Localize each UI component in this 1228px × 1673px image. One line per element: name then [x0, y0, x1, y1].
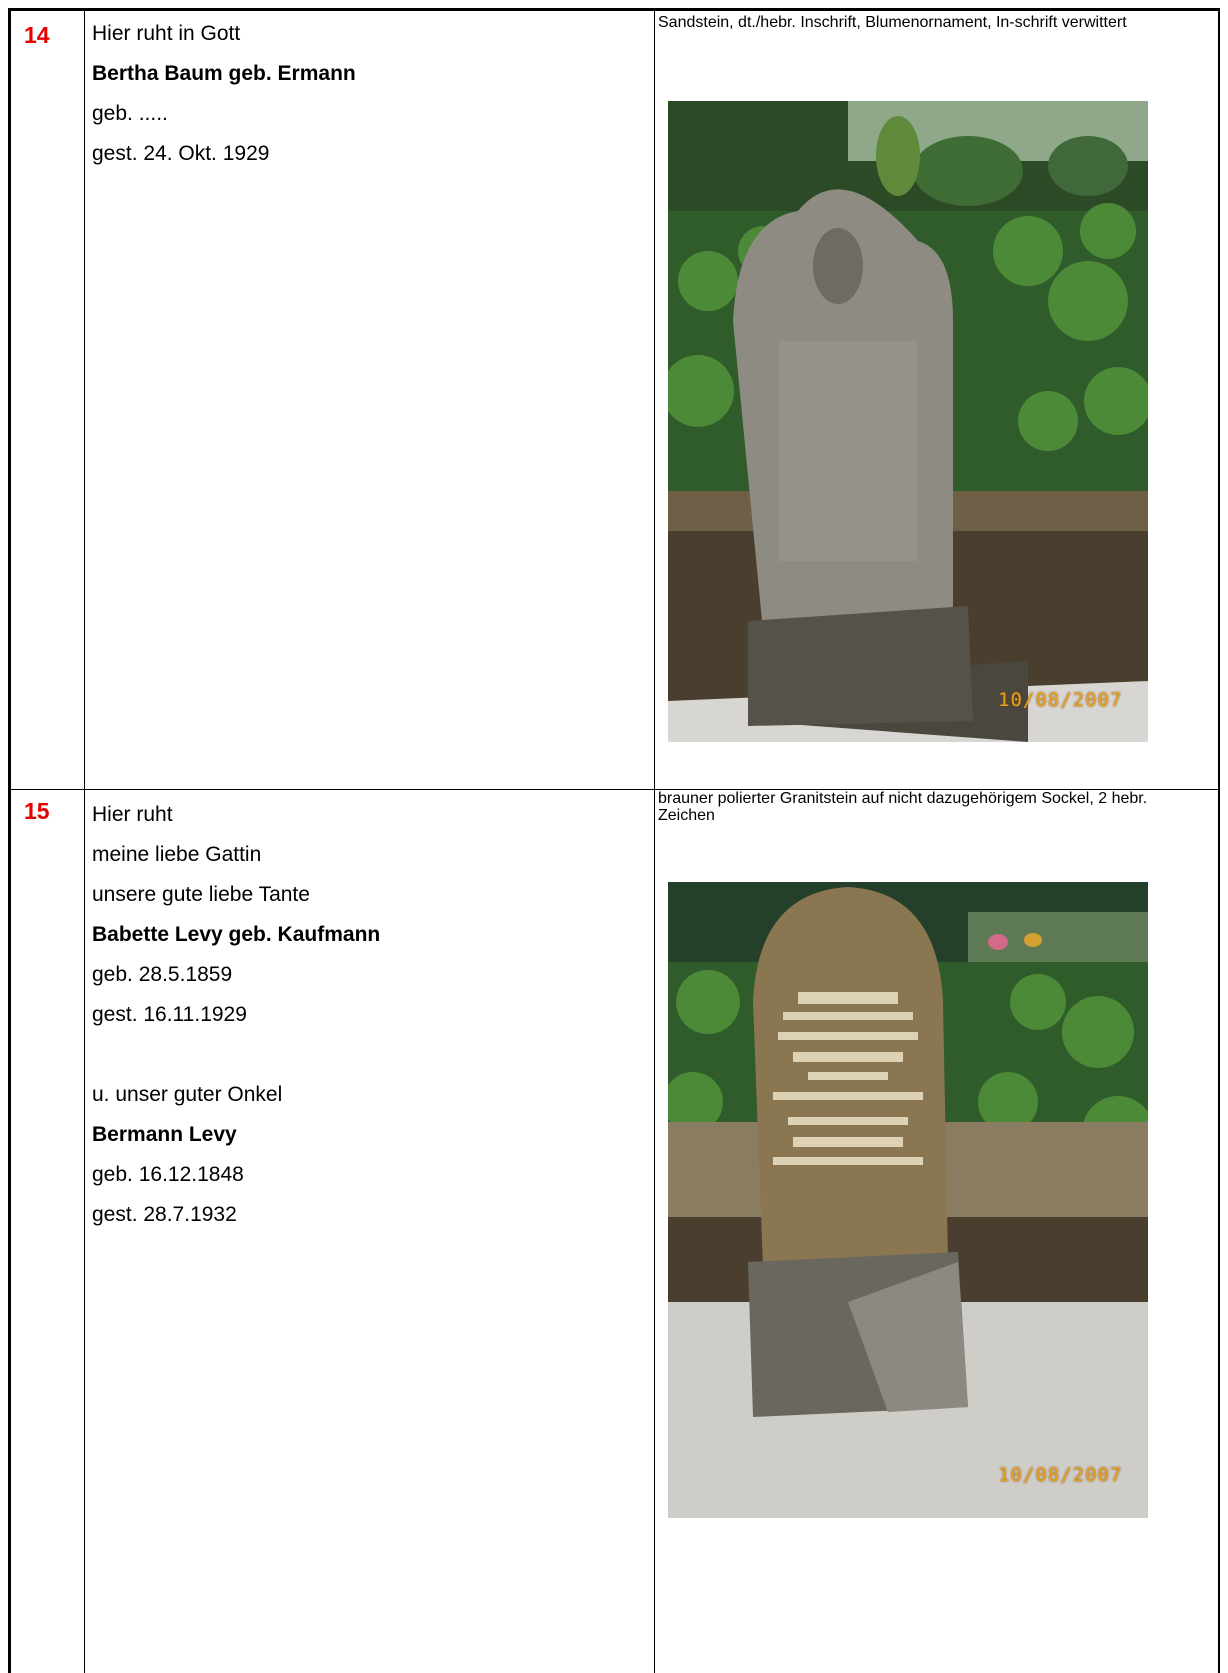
inscription-line: Hier ruht [92, 803, 173, 826]
inscription-line: Hier ruht in Gott [92, 22, 241, 45]
inscription-line: gest. 24. Okt. 1929 [92, 142, 270, 165]
column-divider-number [84, 11, 85, 1673]
entry-number: 15 [24, 798, 50, 824]
entry-number: 14 [24, 22, 50, 48]
inscription-name-line: Bermann Levy [92, 1123, 237, 1146]
inscription-line: geb. ..... [92, 102, 168, 125]
stone-description: Sandstein, dt./hebr. Inschrift, Blumenornament, In-schrift verwittert [658, 14, 1127, 31]
inscription-line: u. unser guter Onkel [92, 1083, 283, 1106]
column-divider-description [654, 11, 655, 1673]
inscription-name-line: Babette Levy geb. Kaufmann [92, 923, 381, 946]
photo-date-stamp: 10/08/2007 [998, 1464, 1123, 1486]
photo-date-stamp: 10/08/2007 [998, 689, 1123, 711]
inscription-line: meine liebe Gattin [92, 843, 262, 866]
inscription-text [92, 14, 356, 174]
inscription-spacer [92, 1035, 380, 1075]
inscription-text [92, 795, 380, 1235]
inscription-line: gest. 28.7.1932 [92, 1203, 237, 1226]
inscription-line: unsere gute liebe Tante [92, 883, 310, 906]
inscription-line: geb. 28.5.1859 [92, 963, 233, 986]
inscription-line: gest. 16.11.1929 [92, 1003, 247, 1026]
inscription-name-line: Bertha Baum geb. Ermann [92, 62, 356, 85]
gravestone-photo [668, 882, 1148, 1518]
gravestone-photo [668, 101, 1148, 742]
inscription-line: geb. 16.12.1848 [92, 1163, 244, 1186]
stone-description: brauner polierter Granitstein auf nicht dazugehörigem Sockel, 2 hebr. Zeichen [658, 790, 1148, 824]
